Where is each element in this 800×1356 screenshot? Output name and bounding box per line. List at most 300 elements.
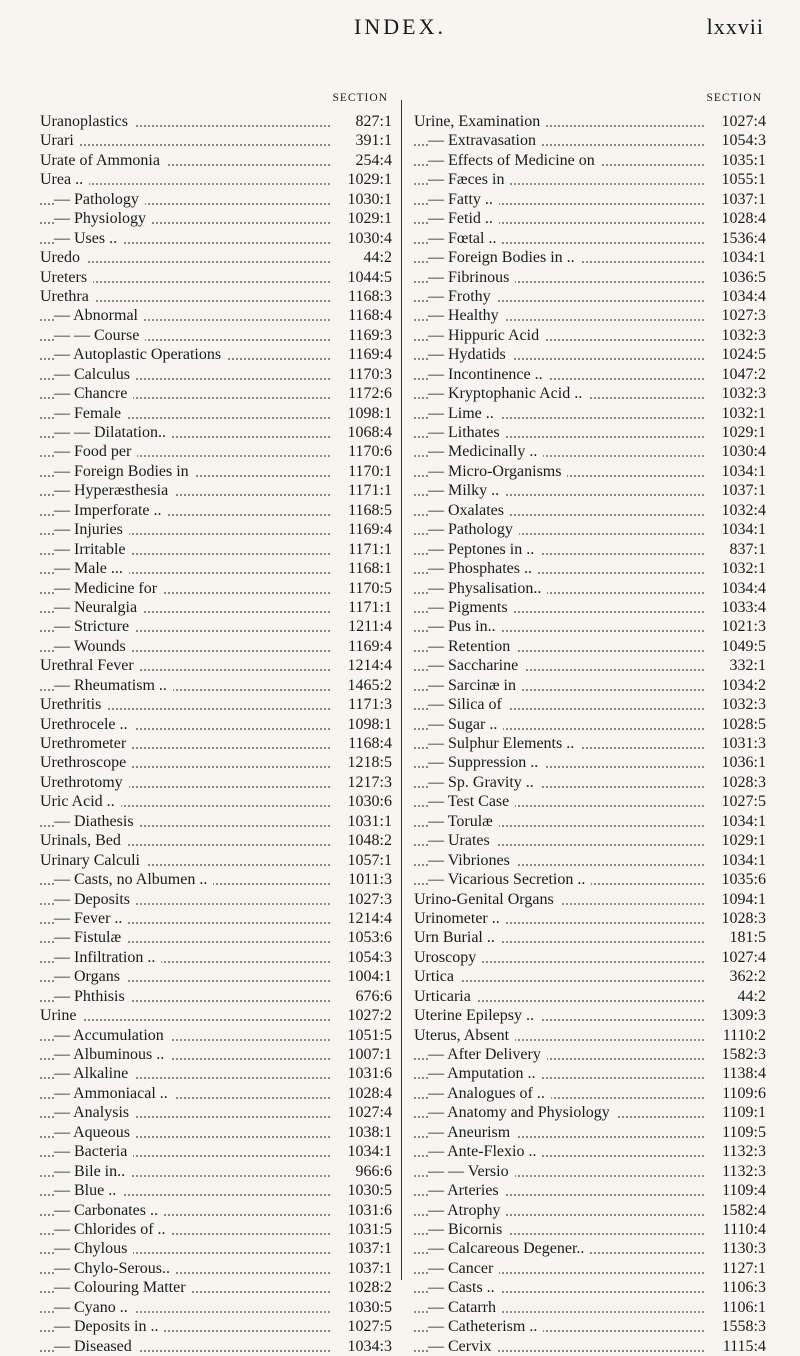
index-entry — [40, 987, 400, 1006]
index-entry — [414, 598, 774, 617]
section-reference: 1028:5 — [721, 715, 766, 733]
index-term: — Healthy — [428, 306, 505, 325]
section-reference: 1027:3 — [721, 307, 766, 325]
index-term: — Chylous — [54, 1239, 133, 1258]
leader-dots — [40, 144, 330, 146]
index-entry — [414, 404, 774, 423]
section-reference: 1170:5 — [348, 579, 392, 597]
section-reference: 1169:4 — [348, 637, 392, 655]
index-entry — [40, 870, 400, 889]
index-entry — [414, 928, 774, 947]
index-term: — Vibriones — [428, 851, 516, 870]
index-term: Urn Burial .. — [414, 928, 501, 947]
section-reference: 1170:1 — [348, 462, 392, 480]
section-reference: 1034:4 — [721, 579, 766, 597]
section-reference: 1029:1 — [721, 424, 766, 441]
section-reference: 1037:1 — [721, 482, 766, 500]
index-term: — Calculus — [54, 365, 136, 384]
section-reference: 1168:4 — [348, 307, 392, 325]
index-entry — [40, 1064, 400, 1083]
section-reference: 1034:2 — [721, 676, 766, 694]
section-reference: 1034:1 — [721, 851, 766, 869]
index-entry — [40, 540, 400, 559]
section-reference: 1031:6 — [347, 1201, 392, 1219]
index-term: Urino-Genital Organs — [414, 890, 560, 909]
index-term: — Suppression .. — [428, 753, 544, 772]
section-reference: 1032:4 — [721, 501, 766, 519]
index-term: — Female — [54, 404, 127, 423]
section-reference: 1106:1 — [722, 1298, 766, 1316]
index-entry — [414, 501, 774, 520]
index-entry — [414, 326, 774, 345]
index-term: — Torulæ — [428, 812, 499, 831]
index-column-right — [414, 92, 774, 1356]
index-term: — Carbonates .. — [54, 1201, 164, 1220]
section-reference: 332:1 — [729, 657, 766, 675]
index-term: — Diathesis — [54, 812, 140, 831]
index-term: — Neuralgia — [54, 598, 143, 617]
section-reference: 44:2 — [363, 249, 392, 267]
section-reference: 1094:1 — [721, 890, 766, 908]
index-term: — Fever .. — [54, 909, 128, 928]
index-entry — [414, 676, 774, 695]
section-reference: 1027:3 — [347, 890, 392, 908]
index-entry — [414, 890, 774, 909]
section-reference: 1037:1 — [347, 1259, 392, 1277]
section-reference: 1169:4 — [348, 521, 392, 539]
section-reference: 362:2 — [729, 968, 766, 986]
section-reference: 1055:1 — [721, 171, 766, 189]
section-reference: 1047:2 — [721, 365, 766, 383]
index-term: — Silica of — [428, 695, 508, 714]
section-reference: 1032:3 — [721, 326, 766, 344]
section-reference: 1032:3 — [721, 385, 766, 403]
index-entry — [40, 1026, 400, 1045]
section-reference: 1030:5 — [347, 1298, 392, 1316]
index-entry — [40, 190, 400, 209]
index-entry — [40, 1337, 400, 1356]
index-entry — [40, 928, 400, 947]
section-reference: 1032:1 — [721, 404, 766, 422]
section-reference: 1030:1 — [347, 190, 392, 208]
section-reference: 1034:1 — [347, 1143, 392, 1161]
section-reference: 1028:3 — [721, 773, 766, 791]
index-term: — Incontinence .. — [428, 365, 549, 384]
index-term: — Physalisation.. — [428, 579, 547, 598]
index-entry — [414, 248, 774, 267]
index-entry — [414, 1181, 774, 1200]
section-reference: 1170:3 — [348, 365, 392, 383]
index-entry — [40, 676, 400, 695]
index-entry — [40, 656, 400, 675]
index-term: — Wounds — [54, 637, 132, 656]
index-entry — [414, 812, 774, 831]
index-entry — [414, 170, 774, 189]
index-term: — Micro-Organisms — [428, 462, 567, 481]
index-entry — [40, 1084, 400, 1103]
index-entry — [40, 559, 400, 578]
section-reference: 1029:1 — [347, 171, 392, 189]
index-term: Urate of Ammonia — [40, 151, 166, 170]
section-reference: 1027:4 — [347, 1104, 392, 1122]
section-reference: 1171:1 — [348, 540, 392, 558]
index-term: Urinals, Bed — [40, 831, 127, 850]
index-term: — Sugar .. — [428, 715, 503, 734]
index-entry — [40, 1162, 400, 1181]
index-entry — [40, 1142, 400, 1161]
section-reference: 1211:4 — [348, 618, 392, 636]
index-entry — [414, 229, 774, 248]
section-reference: 1057:1 — [347, 851, 392, 869]
index-entry — [414, 617, 774, 636]
index-term: — Bacteria — [54, 1142, 133, 1161]
section-reference: 1034:1 — [721, 249, 766, 267]
section-reference: 1218:5 — [347, 754, 392, 772]
index-entry — [40, 1239, 400, 1258]
index-entry — [40, 695, 400, 714]
index-entry — [414, 209, 774, 228]
index-term: Urethrocele .. — [40, 715, 134, 734]
section-reference: 1049:5 — [721, 637, 766, 655]
index-entry — [40, 579, 400, 598]
index-term: — Bile in.. — [54, 1162, 131, 1181]
section-reference: 1034:1 — [721, 812, 766, 830]
section-reference: 1034:1 — [721, 521, 766, 539]
index-term: — Extravasation — [428, 131, 542, 150]
index-entry — [414, 656, 774, 675]
index-term: — Blue .. — [54, 1181, 122, 1200]
index-entry — [40, 831, 400, 850]
index-entry — [40, 598, 400, 617]
index-term: — Alkaline — [54, 1064, 134, 1083]
page-title: INDEX. — [354, 14, 446, 39]
index-term: — Catarrh — [428, 1298, 502, 1317]
index-entry — [40, 1317, 400, 1336]
index-term: — Abnormal — [54, 306, 144, 325]
index-entry — [414, 1239, 774, 1258]
index-entry — [414, 1220, 774, 1239]
index-term: — Bicornis — [428, 1220, 508, 1239]
index-entry — [40, 1045, 400, 1064]
index-term: Uroscopy — [414, 948, 482, 967]
index-entry — [40, 753, 400, 772]
section-column-header: SECTION — [332, 92, 388, 104]
index-entry — [40, 170, 400, 189]
index-entry — [414, 1064, 774, 1083]
index-entry — [40, 442, 400, 461]
index-entry — [40, 967, 400, 986]
section-reference: 1051:5 — [347, 1026, 392, 1044]
index-term: Urethral Fever — [40, 656, 140, 675]
index-term: — Effects of Medicine on — [428, 151, 601, 170]
section-reference: 391:1 — [355, 132, 392, 150]
section-reference: 1127:1 — [722, 1259, 766, 1277]
section-reference: 1110:4 — [722, 1220, 766, 1238]
index-term: — Uses .. — [54, 229, 123, 248]
index-term: — Catheterism .. — [428, 1317, 543, 1336]
index-list-right — [414, 112, 774, 1356]
index-entry — [414, 1123, 774, 1142]
section-reference: 1132:3 — [722, 1143, 766, 1161]
index-term: — Fetid .. — [428, 209, 499, 228]
section-reference: 1558:3 — [721, 1318, 766, 1336]
index-term: — — Course — [54, 326, 145, 345]
index-entry — [40, 209, 400, 228]
index-entry — [414, 423, 774, 442]
section-reference: 1024:5 — [721, 346, 766, 364]
index-term: — Hippuric Acid — [428, 326, 545, 345]
section-reference: 1011:3 — [348, 871, 392, 889]
index-term: Uranoplastics — [40, 112, 134, 131]
index-entry — [40, 404, 400, 423]
section-reference: 1168:1 — [348, 560, 392, 578]
section-reference: 1027:5 — [721, 793, 766, 811]
section-reference: 1109:5 — [722, 1123, 766, 1141]
index-term: — Retention — [428, 637, 516, 656]
index-term: — Chancre — [54, 384, 133, 403]
section-reference: 1309:3 — [721, 1007, 766, 1025]
section-reference: 1036:1 — [721, 754, 766, 772]
index-term: — Accumulation — [54, 1026, 170, 1045]
section-reference: 1044:5 — [347, 268, 392, 286]
section-reference: 1217:3 — [347, 773, 392, 791]
index-entry — [40, 248, 400, 267]
section-reference: 1536:4 — [721, 229, 766, 247]
index-term: — — Dilatation.. — [54, 423, 172, 442]
index-term: — Fibrinous — [428, 268, 515, 287]
leader-dots — [40, 1019, 330, 1021]
section-reference: 1048:2 — [347, 832, 392, 850]
index-term: Urethritis — [40, 695, 107, 714]
index-term: — Analysis — [54, 1103, 135, 1122]
index-entry — [40, 909, 400, 928]
index-entry — [414, 190, 774, 209]
index-entry — [40, 851, 400, 870]
section-reference: 1037:1 — [347, 1240, 392, 1258]
index-entry — [414, 851, 774, 870]
section-reference: 1214:4 — [347, 909, 392, 927]
index-entry — [40, 734, 400, 753]
index-entry — [40, 617, 400, 636]
index-entry — [414, 1142, 774, 1161]
index-term: — Pathology — [428, 520, 519, 539]
index-term: Urtica — [414, 967, 460, 986]
index-entry — [414, 384, 774, 403]
index-term: — Hyperæsthesia — [54, 481, 174, 500]
index-term: — Milky .. — [428, 481, 505, 500]
section-reference: 1168:4 — [348, 735, 392, 752]
index-term: — Sp. Gravity .. — [428, 773, 540, 792]
index-entry — [414, 1084, 774, 1103]
section-reference: 1027:4 — [721, 948, 766, 966]
section-reference: 1021:3 — [721, 618, 766, 636]
index-entry — [40, 287, 400, 306]
section-reference: 1034:4 — [721, 287, 766, 305]
index-entry — [414, 442, 774, 461]
section-reference: 1132:3 — [722, 1162, 766, 1180]
index-term: — Fistulæ — [54, 928, 127, 947]
index-entry — [40, 462, 400, 481]
index-entry — [414, 1201, 774, 1220]
index-term: Urethrotomy — [40, 773, 129, 792]
index-term: — Amputation .. — [428, 1064, 542, 1083]
index-entry — [40, 812, 400, 831]
index-term: — Foreign Bodies in — [54, 462, 195, 481]
section-reference: 1054:3 — [347, 948, 392, 966]
index-entry — [414, 112, 774, 131]
index-entry — [40, 1006, 400, 1025]
section-reference: 1168:3 — [348, 287, 392, 305]
index-entry — [40, 520, 400, 539]
index-term: Urinometer .. — [414, 909, 506, 928]
page-header — [0, 14, 800, 54]
index-entry — [40, 345, 400, 364]
index-entry — [40, 112, 400, 131]
index-term: — After Delivery — [428, 1045, 547, 1064]
index-entry — [40, 1298, 400, 1317]
section-reference: 966:6 — [355, 1162, 392, 1180]
index-term: — Injuries — [54, 520, 129, 539]
index-term: — Sulphur Elements .. — [428, 734, 580, 753]
index-term: — Food per — [54, 442, 137, 461]
index-entry — [40, 1259, 400, 1278]
index-term: Urethrometer — [40, 734, 132, 753]
section-reference: 1138:4 — [722, 1065, 766, 1083]
column-divider — [401, 100, 402, 1280]
index-entry — [414, 268, 774, 287]
index-term: — Irritable — [54, 540, 132, 559]
index-term: — Analogues of .. — [428, 1084, 551, 1103]
index-term: — Hydatids — [428, 345, 512, 364]
index-entry — [40, 326, 400, 345]
section-reference: 1032:1 — [721, 560, 766, 578]
index-entry — [40, 792, 400, 811]
index-term: — Fatty .. — [428, 190, 499, 209]
index-term: Urticaria — [414, 987, 477, 1006]
index-entry — [40, 1103, 400, 1122]
section-reference: 1030:4 — [347, 229, 392, 247]
index-term: — — Versio — [428, 1162, 515, 1181]
section-reference: 1007:1 — [347, 1046, 392, 1063]
index-entry — [414, 987, 774, 1006]
index-entry — [40, 773, 400, 792]
section-reference: 44:2 — [737, 987, 766, 1005]
index-term: — Medicinally .. — [428, 442, 543, 461]
section-reference: 1168:5 — [348, 501, 392, 519]
index-entry — [414, 715, 774, 734]
section-reference: 1171:1 — [348, 598, 392, 616]
section-reference: 1214:4 — [347, 657, 392, 675]
index-term: Urine, Examination — [414, 112, 546, 131]
index-term: — Casts, no Albumen .. — [54, 870, 213, 889]
index-entry — [414, 1103, 774, 1122]
index-term: Urethra — [40, 287, 95, 306]
section-reference: 1115:4 — [722, 1337, 766, 1355]
index-term: Urea .. — [40, 170, 89, 189]
index-entry — [414, 967, 774, 986]
section-reference: 1031:3 — [721, 735, 766, 752]
index-entry — [414, 1298, 774, 1317]
index-term: — Pathology — [54, 190, 145, 209]
index-term: Uric Acid .. — [40, 792, 121, 811]
section-reference: 1037:1 — [721, 190, 766, 208]
index-term: — Peptones in .. — [428, 540, 540, 559]
index-term: Ureters — [40, 268, 93, 287]
index-entry — [414, 695, 774, 714]
index-term: — Phosphates .. — [428, 559, 538, 578]
index-term: — Lime .. — [428, 404, 500, 423]
index-entry — [40, 268, 400, 287]
index-term: — Test Case — [428, 792, 515, 811]
index-entry — [40, 423, 400, 442]
index-entry — [414, 579, 774, 598]
section-reference: 1029:1 — [721, 832, 766, 850]
index-term: — Urates — [428, 831, 496, 850]
section-reference: 1027:4 — [721, 113, 766, 130]
section-reference: 1034:1 — [721, 462, 766, 480]
index-term: Uterus, Absent — [414, 1026, 515, 1045]
index-entry — [414, 481, 774, 500]
section-reference: 1169:3 — [348, 326, 392, 344]
index-entry — [414, 520, 774, 539]
index-entry — [40, 890, 400, 909]
index-term: Uredo — [40, 248, 86, 267]
index-entry — [40, 481, 400, 500]
index-entry — [414, 540, 774, 559]
index-entry — [40, 365, 400, 384]
index-term: Uterine Epilepsy .. — [414, 1006, 540, 1025]
index-entry — [414, 870, 774, 889]
index-entry — [414, 948, 774, 967]
index-term: — Lithates — [428, 423, 506, 442]
section-reference: 1030:5 — [347, 1182, 392, 1200]
index-term: — Ante-Flexio .. — [428, 1142, 542, 1161]
section-reference: 1582:4 — [721, 1201, 766, 1219]
index-entry — [414, 462, 774, 481]
section-reference: 1029:1 — [347, 210, 392, 228]
index-term: — Albuminous .. — [54, 1045, 170, 1064]
section-reference: 1054:3 — [721, 132, 766, 150]
index-term: — Organs — [54, 967, 126, 986]
section-reference: 181:5 — [729, 929, 766, 947]
index-term: — Chylo-Serous.. — [54, 1259, 176, 1278]
index-term: — Pus in.. — [428, 617, 502, 636]
index-entry — [414, 792, 774, 811]
section-reference: 1035:1 — [721, 151, 766, 169]
section-reference: 1028:4 — [721, 210, 766, 228]
section-reference: 1028:4 — [347, 1084, 392, 1102]
section-reference: 1031:1 — [347, 812, 392, 830]
section-reference: 1027:5 — [347, 1318, 392, 1336]
index-entry — [40, 1278, 400, 1297]
section-reference: 1031:5 — [347, 1220, 392, 1238]
index-term: — Deposits in .. — [54, 1317, 164, 1336]
section-reference: 1130:3 — [722, 1240, 766, 1258]
index-term: — Aqueous — [54, 1123, 136, 1142]
section-reference: 1068:4 — [347, 424, 392, 441]
index-entry — [40, 1220, 400, 1239]
index-term: — Casts .. — [428, 1278, 501, 1297]
index-entry — [414, 1162, 774, 1181]
index-entry — [414, 306, 774, 325]
section-reference: 827:1 — [355, 113, 392, 130]
section-reference: 254:4 — [355, 151, 392, 169]
index-term: Urari — [40, 131, 80, 150]
index-term: — Foreign Bodies in .. — [428, 248, 581, 267]
index-entry — [40, 1123, 400, 1142]
index-term: — Sarcinæ in — [428, 676, 522, 695]
index-entry — [414, 345, 774, 364]
